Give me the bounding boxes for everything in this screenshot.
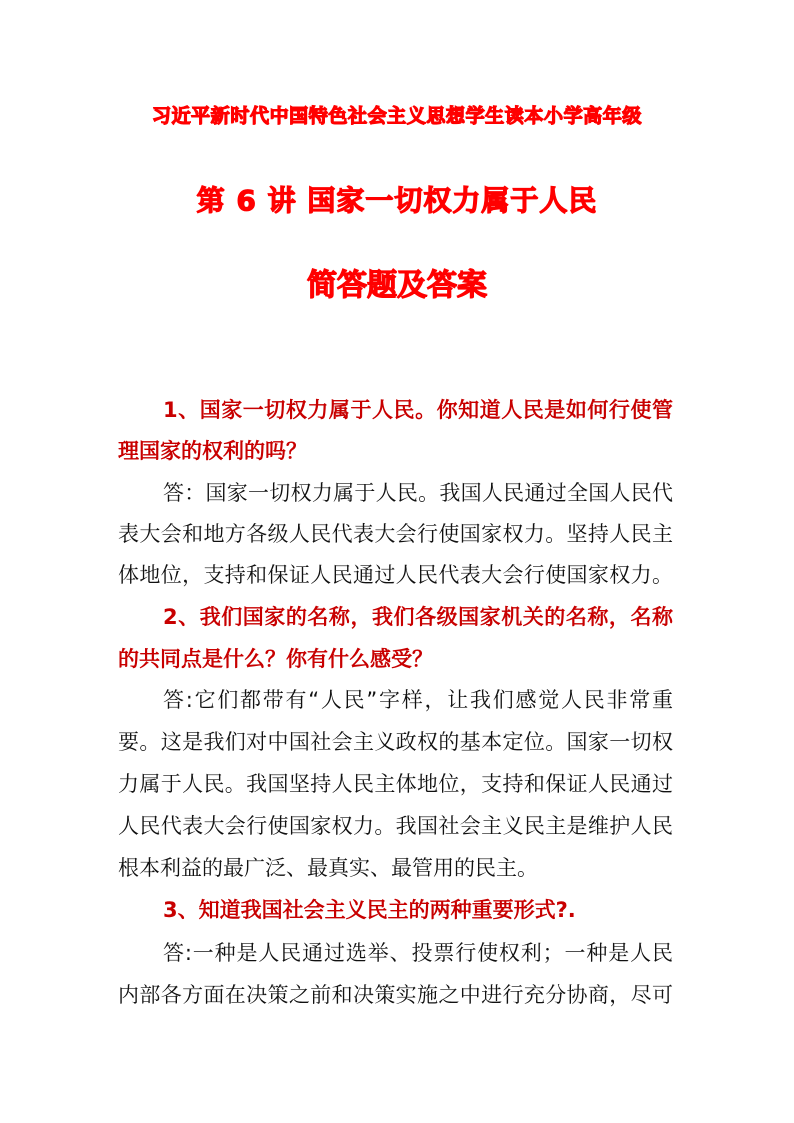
answer-2-line-2: 要。这是我们对中国社会主义政权的基本定位。国家一切权 — [118, 730, 673, 754]
answer-2-line-5: 根本利益的最广泛、最真实、最管用的民主。 — [118, 856, 538, 880]
answer-3-line-2: 内部各方面在决策之前和决策实施之中进行充分协商，尽可 — [118, 983, 673, 1007]
answer-2-line-3: 力属于人民。我国坚持人民主体地位，支持和保证人民通过 — [118, 772, 673, 796]
question-2-line-1: 2、我们国家的名称，我们各级国家机关的名称，名称 — [163, 605, 673, 629]
series-title: 习近平新时代中国特色社会主义思想学生读本小学高年级 — [151, 105, 642, 127]
answer-2-line-4: 人民代表大会行使国家权力。我国社会主义民主是维护人民 — [118, 814, 673, 838]
section-title: 简答题及答案 — [307, 268, 487, 303]
answer-1-line-1: 答：国家一切权力属于人民。我国人民通过全国人民代 — [163, 481, 673, 505]
answer-1-line-3: 体地位，支持和保证人民通过人民代表大会行使国家权力。 — [118, 563, 673, 587]
answer-2-line-1: 答:它们都带有“人民”字样，让我们感觉人民非常重 — [163, 688, 673, 712]
question-1-line-1: 1、国家一切权力属于人民。你知道人民是如何行使管 — [163, 398, 673, 422]
question-3-line-1: 3、知道我国社会主义民主的两种重要形式?. — [163, 898, 576, 922]
answer-1-line-2: 表大会和地方各级人民代表大会行使国家权力。坚持人民主 — [118, 522, 673, 546]
lecture-title: 第 6 讲 国家一切权力属于人民 — [196, 184, 598, 217]
question-1-line-2: 理国家的权利的吗？ — [118, 439, 307, 463]
question-2-line-2: 的共同点是什么？你有什么感受？ — [118, 647, 433, 671]
answer-3-line-1: 答:一种是人民通过选举、投票行使权利；一种是人民 — [163, 941, 673, 965]
